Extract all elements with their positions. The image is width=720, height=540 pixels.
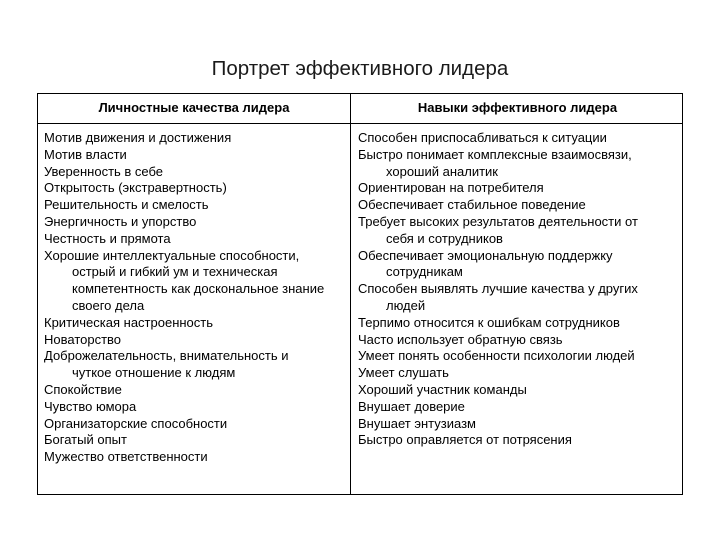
- personal-qualities-list: [44, 130, 346, 466]
- skill-item: Умеет понять особенности психологии людей: [358, 348, 635, 364]
- skill-item: Хороший участник команды: [358, 381, 527, 397]
- column-divider: [350, 94, 351, 494]
- leader-table: [37, 93, 683, 495]
- quality-item: Энергичность и упорство: [44, 213, 197, 229]
- skill-item: Умеет слушать: [358, 365, 449, 381]
- quality-item: Честность и прямота: [44, 230, 171, 246]
- skill-item: Часто использует обратную связь: [358, 331, 563, 347]
- skill-item: Внушает энтузиазм: [358, 415, 476, 431]
- skill-item: Обеспечивает эмоциональную поддержку сотрудникам: [358, 247, 613, 280]
- quality-item: Мужество ответственности: [44, 449, 208, 465]
- skill-item: Требует высоких результатов деятельности от себя и сотрудников: [358, 213, 638, 246]
- skill-item: Способен выявлять лучшие качества у других людей: [358, 281, 638, 313]
- skill-item: Быстро понимает комплексные взаимосвязи, хороший аналитик: [358, 146, 632, 179]
- quality-item: Решительность и смелость: [44, 197, 209, 213]
- quality-item: Открытость (экстравертность): [44, 180, 227, 196]
- skill-item: Внушает доверие: [358, 398, 465, 414]
- skill-item: Терпимо относится к ошибкам сотрудников: [358, 314, 620, 330]
- quality-item: Мотив власти: [44, 146, 127, 162]
- quality-item: Чувство юмора: [44, 398, 137, 414]
- skill-item: Способен приспосабливаться к ситуации: [358, 130, 607, 145]
- quality-item: Критическая настроенность: [44, 314, 214, 330]
- quality-item: Новаторство: [44, 331, 122, 347]
- skill-item: Обеспечивает стабильное поведение: [358, 197, 586, 213]
- quality-item: Спокойствие: [44, 381, 122, 397]
- skill-item: Быстро оправляется от потрясения: [358, 432, 572, 448]
- right-column-header: Навыки эффективного лидера: [417, 100, 618, 115]
- quality-item: Мотив движения и достижения: [44, 130, 232, 145]
- leader-skills-list: [358, 130, 680, 449]
- quality-item: Организаторские способности: [44, 415, 228, 431]
- quality-item: Доброжелательность, внимательность и чуткое отношение к людям: [44, 348, 289, 381]
- quality-item: Богатый опыт: [44, 432, 127, 448]
- left-column-header: Личностные качества лидера: [98, 100, 290, 115]
- quality-item: Хорошие интеллектуальные способности, острый и гибкий ум и техническая компетентность как доскональное знание своего дела: [44, 247, 325, 313]
- quality-item: Уверенность в себе: [44, 163, 164, 179]
- page-title: Портрет эффективного лидера: [211, 57, 509, 80]
- header-divider: [38, 123, 682, 124]
- skill-item: Ориентирован на потребителя: [358, 180, 544, 196]
